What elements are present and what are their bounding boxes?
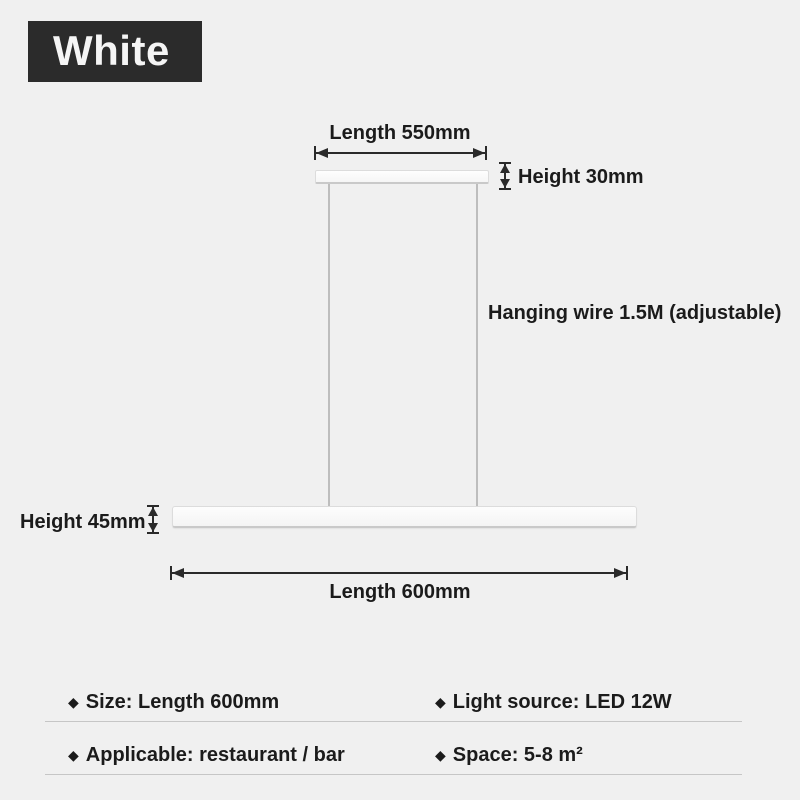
hanging-wire-left [328,184,330,507]
arrowhead-up-icon [500,164,510,173]
spec-divider [45,721,742,722]
arrowhead-up-icon [148,507,158,516]
diamond-bullet-icon: ◆ [435,694,446,710]
arrowhead-left-icon [172,568,184,578]
hanging-wire-right [476,184,478,507]
canopy-height-dimension-arrow [498,162,512,190]
dimension-tick [147,532,159,534]
diamond-bullet-icon: ◆ [68,747,79,763]
ceiling-canopy-bar [315,170,489,184]
top-length-dimension-arrow [314,146,487,160]
arrowhead-left-icon [316,148,328,158]
fixture-height-dimension-arrow [146,505,160,534]
arrowhead-right-icon [614,568,626,578]
spec-divider [45,774,742,775]
spec-space-text: Space: 5-8 m² [452,744,583,766]
spec-applicable [68,743,345,767]
spec-space [435,743,583,767]
dimension-tick [626,566,628,580]
dimension-line [316,152,485,154]
spec-size-text: Size: Length 600mm [85,691,280,713]
dimension-tick [499,188,511,190]
canopy-height-label: Height 30mm [518,166,644,188]
variant-badge: White [28,21,202,82]
arrowhead-down-icon [500,179,510,188]
dimension-line [172,572,626,574]
diamond-bullet-icon: ◆ [68,694,79,710]
dimension-tick [485,146,487,160]
diamond-bullet-icon: ◆ [435,747,446,763]
bottom-length-dimension-arrow [170,566,628,580]
spec-size [68,690,279,714]
spec-applicable-text: Applicable: restaurant / bar [85,744,345,766]
arrowhead-down-icon [148,523,158,532]
lamp-fixture-bar [172,506,637,528]
top-length-label: Length 550mm [329,122,471,144]
fixture-height-label: Height 45mm [20,511,146,533]
spec-light-source-text: Light source: LED 12W [452,691,672,713]
arrowhead-right-icon [473,148,485,158]
hanging-wire-label: Hanging wire 1.5M (adjustable) [488,302,782,324]
spec-light-source [435,690,672,714]
bottom-length-label: Length 600mm [329,581,471,603]
